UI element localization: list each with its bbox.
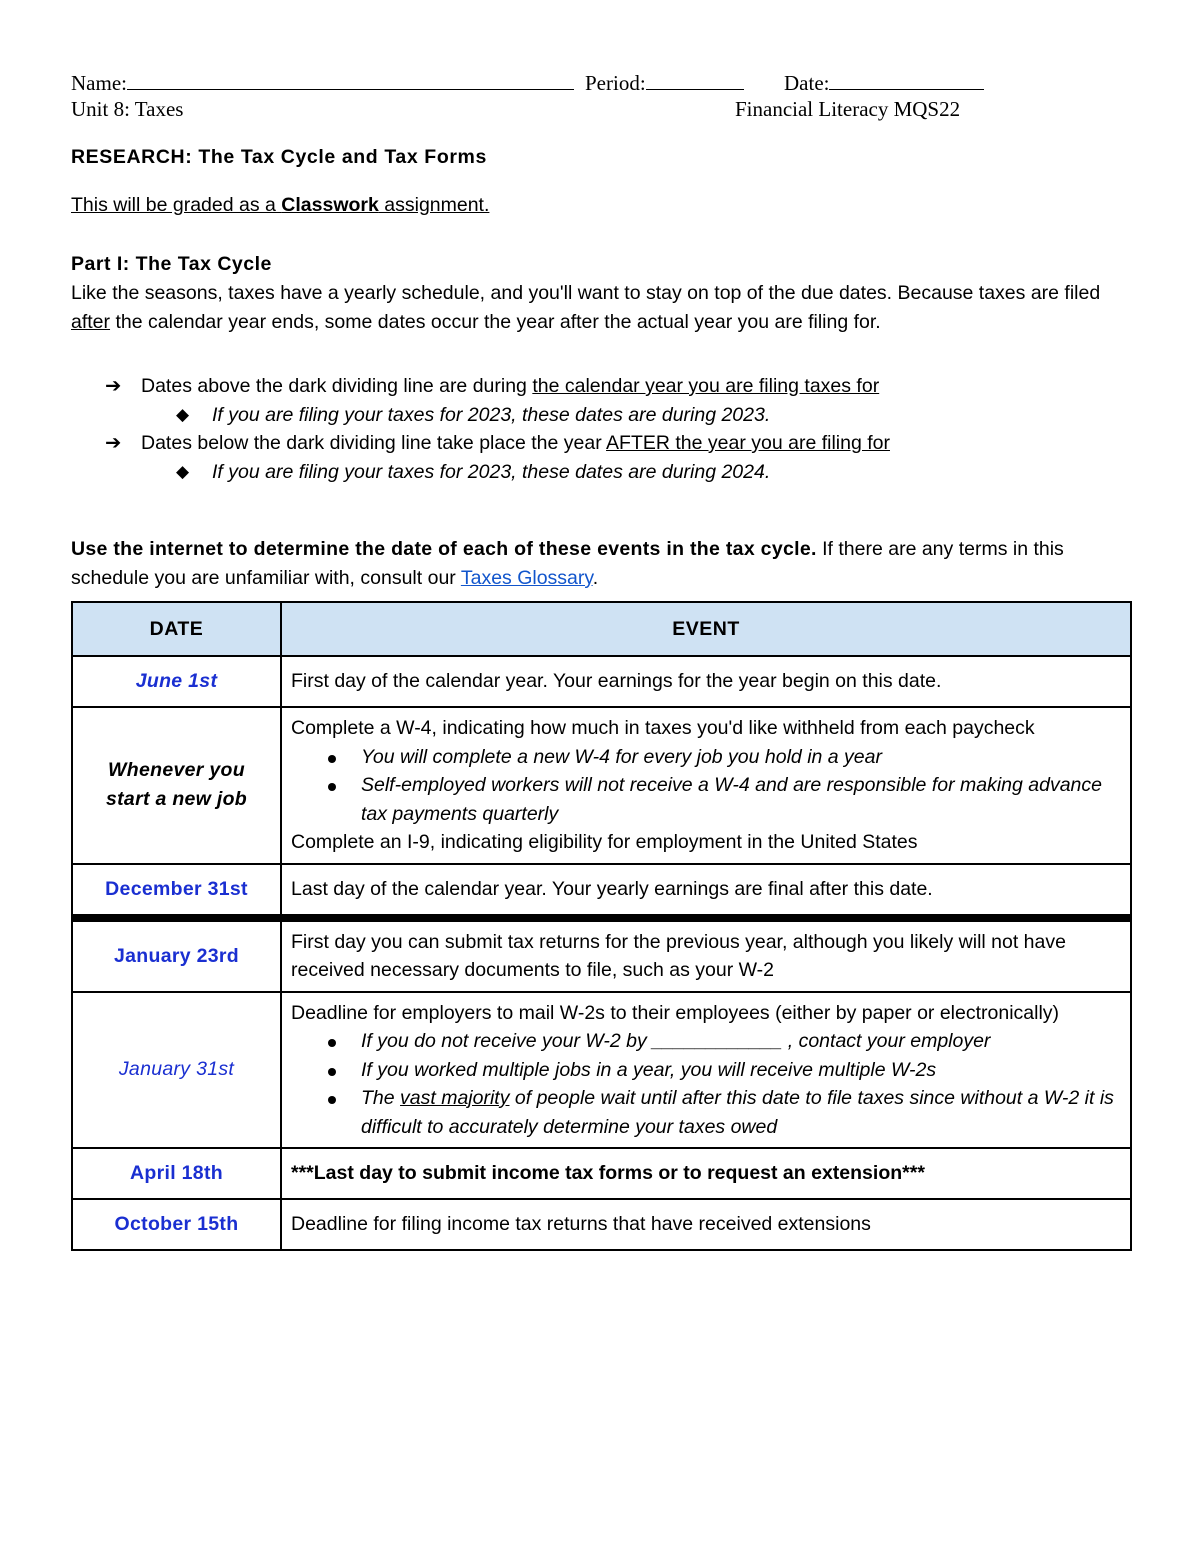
- date-cell[interactable]: December 31st: [72, 864, 281, 918]
- name-blank[interactable]: [127, 70, 574, 90]
- instructions: Use the internet to determine the date of each of these events in the tax cycle. If there are any terms in this schedule you are unfamiliar with, consult our Taxes Glossary.: [71, 538, 1064, 589]
- diamond-icon: ◆: [176, 461, 190, 481]
- event-cell: First day of the calendar year. Your earnings for the year begin on this date.: [281, 656, 1131, 707]
- table-row: [72, 864, 1131, 918]
- event-cell: Complete a W-4, indicating how much in taxes you'd like withheld from each paycheck You will complete a new W-4 for every job you hold in a year Self-employed workers will not receive a W-4 and are responsible for making advance tax payments quarterly Complete an I-9, indicating eligibility for employment in the United States: [281, 707, 1131, 864]
- tax-cycle-table: [71, 601, 1132, 1251]
- event-cell: Deadline for filing income tax returns that have received extensions: [281, 1199, 1131, 1250]
- list-item: You will complete a new W-4 for every job you hold in a year: [291, 743, 1121, 772]
- period-field[interactable]: Period:: [585, 70, 744, 96]
- event-cell: ***Last day to submit income tax forms or to request an extension***: [281, 1148, 1131, 1199]
- part-one-text: Like the seasons, taxes have a yearly schedule, and you'll want to stay on top of the due dates. Because taxes are filed after the calendar year ends, some dates occur the year after the actual year you are filing for.: [71, 282, 1101, 333]
- list-item: ➔ Dates above the dark dividing line are during the calendar year you are filing taxes for: [71, 372, 890, 401]
- date-cell[interactable]: June 1st: [72, 656, 281, 707]
- date-field[interactable]: Date:: [784, 70, 984, 96]
- table-header-row: [72, 602, 1131, 656]
- period-blank[interactable]: [646, 70, 744, 90]
- header: [71, 70, 1131, 124]
- arrow-icon: ➔: [105, 375, 122, 397]
- date-cell[interactable]: October 15th: [72, 1199, 281, 1250]
- page-title: RESEARCH: The Tax Cycle and Tax Forms: [71, 146, 487, 168]
- table-row: [72, 1148, 1131, 1199]
- dividing-line-notes: [71, 372, 890, 486]
- event-cell: Last day of the calendar year. Your yearly earnings are final after this date.: [281, 864, 1131, 918]
- table-row: [72, 656, 1131, 707]
- diamond-icon: ◆: [176, 404, 190, 424]
- date-cell[interactable]: January 31st: [72, 992, 281, 1149]
- date-cell[interactable]: April 18th: [72, 1148, 281, 1199]
- list-item: The vast majority of people wait until after this date to file taxes since without a W-2 it is difficult to accurately determine your taxes owed: [291, 1084, 1121, 1141]
- date-cell[interactable]: Whenever you start a new job: [72, 707, 281, 864]
- date-cell[interactable]: January 23rd: [72, 918, 281, 992]
- table-row: [72, 707, 1131, 864]
- date-column-header: DATE: [72, 602, 281, 656]
- list-item: Self-employed workers will not receive a W-4 and are responsible for making advance tax payments quarterly: [291, 771, 1121, 828]
- list-item: ◆ If you are filing your taxes for 2023, these dates are during 2024.: [71, 458, 890, 487]
- event-cell: First day you can submit tax returns for the previous year, although you likely will not have received necessary documents to file, such as your W-2: [281, 918, 1131, 992]
- part-one: [71, 250, 1131, 337]
- list-item: If you do not receive your W-2 by ____________ , contact your employer: [291, 1027, 1121, 1056]
- list-item: ➔ Dates below the dark dividing line take place the year AFTER the year you are filing for: [71, 429, 890, 458]
- table-row: [72, 992, 1131, 1149]
- taxes-glossary-link[interactable]: Taxes Glossary: [460, 567, 593, 589]
- name-field[interactable]: Name:: [71, 70, 574, 96]
- graded-note: This will be graded as a Classwork assignment.: [71, 194, 490, 216]
- course-label: Financial Literacy MQS22: [735, 97, 961, 121]
- table-row: [72, 1199, 1131, 1250]
- event-column-header: EVENT: [281, 602, 1131, 656]
- list-item: ◆ If you are filing your taxes for 2023, these dates are during 2023.: [71, 401, 890, 430]
- date-blank[interactable]: [829, 70, 984, 90]
- worksheet-page: [71, 70, 1131, 1236]
- unit-label: Unit 8: Taxes: [71, 97, 184, 121]
- table-row: [72, 918, 1131, 992]
- part-one-heading: Part I: The Tax Cycle: [71, 253, 272, 275]
- event-cell: Deadline for employers to mail W-2s to their employees (either by paper or electronically) If you do not receive your W-2 by ____________ , contact your employer If you worked multiple jobs in a year, you will receive multiple W-2s The vast majority of people wait until after this date to file taxes since without a W-2 it is difficult to accurately determine your taxes owed: [281, 992, 1131, 1149]
- list-item: If you worked multiple jobs in a year, you will receive multiple W-2s: [291, 1056, 1121, 1085]
- arrow-icon: ➔: [105, 432, 122, 454]
